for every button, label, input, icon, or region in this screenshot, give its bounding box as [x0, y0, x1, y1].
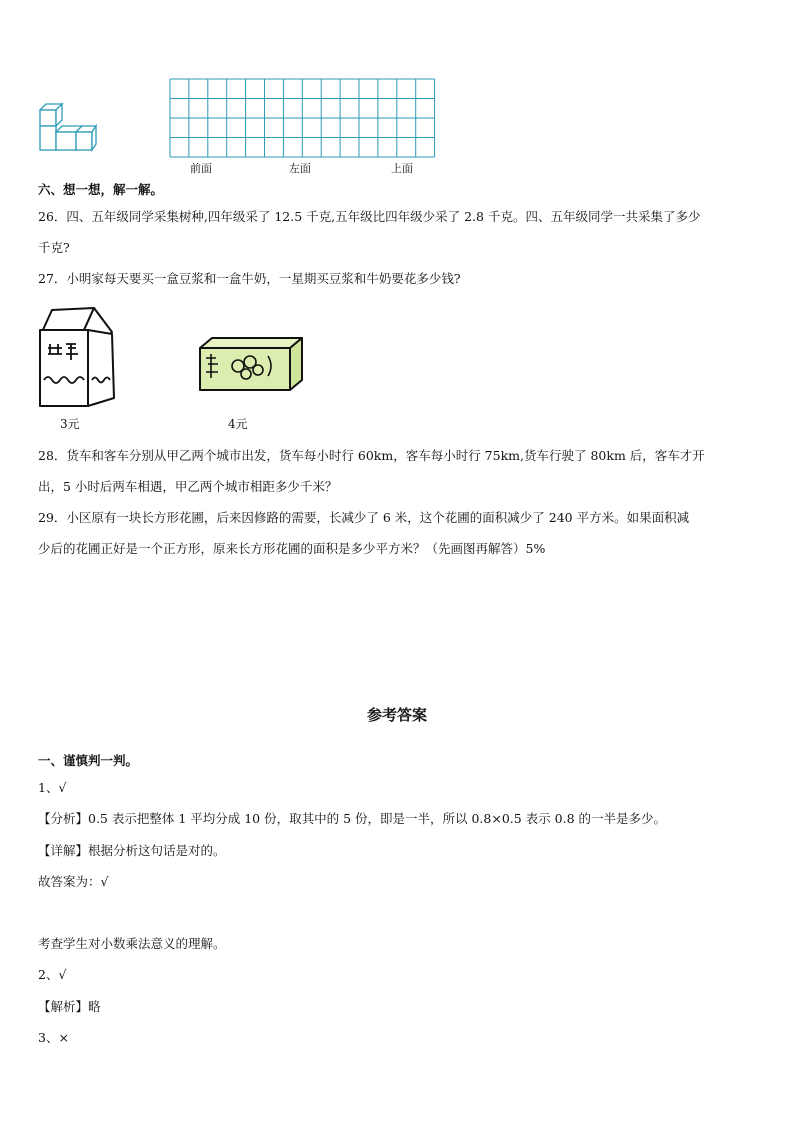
answer-section-heading: 一、谨慎判一判。 — [38, 753, 139, 768]
answer-2-analysis: 【解析】略 — [38, 999, 101, 1014]
answer-2-mark: 2、√ — [38, 967, 67, 982]
answer-1-note: 考查学生对小数乘法意义的理解。 — [38, 936, 226, 951]
answer-1-mark: 1、√ — [38, 780, 67, 795]
milk-box-image — [196, 334, 306, 394]
milk-price: 4元 — [228, 417, 248, 431]
question-26-line1: 26．四、五年级同学采集树种,四年级采了 12.5 千克,五年级比四年级少采了 2.8 千克。四、五年级同学一共采集了多少 — [38, 209, 701, 224]
cube-stack-figure — [36, 100, 100, 158]
answer-1-analysis: 【分析】0.5 表示把整体 1 平均分成 10 份，取其中的 5 份，即是一半，所以 0.8×0.5 表示 0.8 的一半是多少。 — [38, 811, 667, 826]
section-heading: 六、想一想，解一解。 — [38, 182, 164, 197]
front-view-label: 前面 — [190, 162, 212, 175]
answer-1-conclusion: 故答案为：√ — [38, 874, 109, 889]
question-28-line1: 28．货车和客车分别从甲乙两个城市出发，货车每小时行 60km，客车每小时行 75km,货车行驶了 80km 后，客车才开 — [38, 448, 705, 463]
question-28-line2: 出，5 小时后两车相遇，甲乙两个城市相距多少千米？ — [38, 479, 338, 494]
soy-milk-price: 3元 — [60, 417, 80, 431]
answer-title: 参考答案 — [366, 706, 427, 724]
question-29-line1: 29．小区原有一块长方形花圃，后来因修路的需要，长减少了 6 米，这个花圃的面积减少了 240 平方米。如果面积减 — [38, 510, 690, 525]
soy-milk-carton-image — [36, 302, 120, 410]
answer-1-detail: 【详解】根据分析这句话是对的。 — [38, 843, 226, 858]
question-27-line1: 27．小明家每天要买一盒豆浆和一盒牛奶，一星期买豆浆和牛奶要花多少钱? — [38, 271, 461, 286]
answer-3-mark: 3、× — [38, 1030, 69, 1045]
question-29-line2: 少后的花圃正好是一个正方形，原来长方形花圃的面积是多少平方米？（先画图再解答）5% — [38, 541, 546, 556]
left-view-label: 左面 — [289, 162, 311, 175]
question-26-line2: 千克? — [38, 240, 70, 255]
view-drawing-grid — [169, 78, 437, 158]
top-view-label: 上面 — [391, 162, 413, 175]
